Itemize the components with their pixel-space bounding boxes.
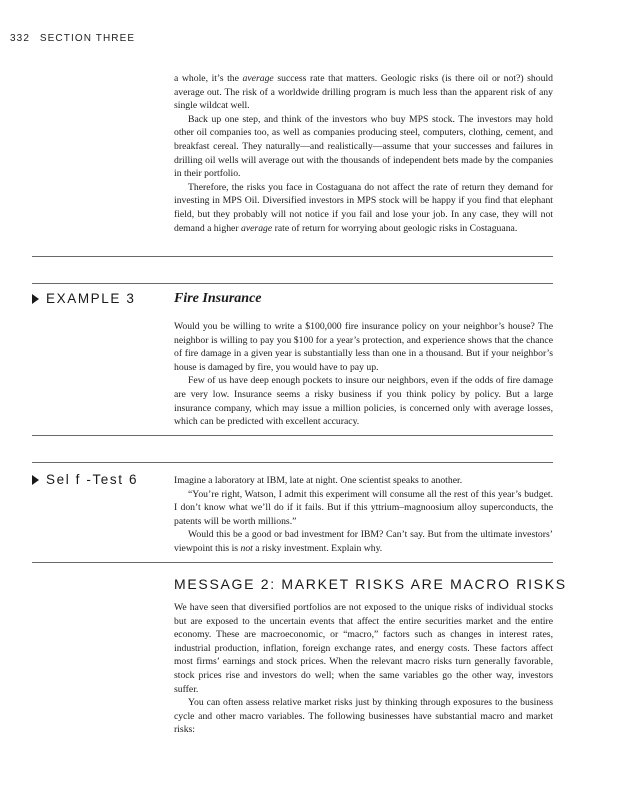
selftest-label-text: Sel f -Test 6	[46, 472, 139, 487]
message-heading: MESSAGE 2: MARKET RISKS ARE MACRO RISKS	[174, 576, 567, 592]
example-label-text: EXAMPLE 3	[46, 291, 136, 306]
selftest-paragraph-3: Would this be a good or bad investment for IBM? Can’t say. But from the ultimate investors’ viewpoint this is not a risky investment. Explain why.	[174, 529, 553, 554]
divider	[32, 256, 553, 257]
example-title: Fire Insurance	[174, 291, 262, 306]
divider	[32, 562, 553, 563]
selftest-paragraph-2: “You’re right, Watson, I admit this experiment will consume all the rest of this year’s budget. I don’t know what we’ll do if it fails. But if this yttrium–magnoosium alloy superconducts, the patents will be worth millions.”	[174, 488, 553, 527]
divider	[32, 435, 553, 436]
selftest-paragraph-1: Imagine a laboratory at IBM, late at night. One scientist speaks to another.	[174, 475, 463, 486]
intro-paragraph-3: Therefore, the risks you face in Costaguana do not affect the rate of return they demand for investing in MPS Oil. Diversified investors in MPS stock will be happy if you find that elephant field, but they probably will not notice if you fail and lose your job. In any case, they will not demand a higher average rate of return for worrying about geologic risks in Costaguana.	[174, 181, 553, 234]
triangle-right-icon	[32, 294, 39, 304]
running-header	[10, 33, 135, 44]
divider	[32, 462, 553, 463]
selftest-text	[174, 474, 553, 556]
example-label	[32, 291, 135, 306]
divider	[32, 283, 553, 284]
example-text	[174, 320, 553, 429]
message-text	[174, 601, 553, 737]
message-paragraph-2: You can often assess relative market risks just by thinking through exposures to the business cycle and other macro variables. The following businesses have substantial macro and market risks:	[174, 697, 553, 736]
section-title: SECTION THREE	[39, 33, 136, 44]
intro-text	[174, 72, 553, 235]
intro-paragraph-1: a whole, it’s the average success rate that matters. Geologic risks (is there oil or not?) should average out. The risk of a worldwide drilling program is much less than the apparent risk of any single wildcat well.	[174, 73, 553, 112]
example-paragraph-1: Would you be willing to write a $100,000 fire insurance policy on your neighbor’s house? The neighbor is willing to pay you $100 for a year’s protection, and experience shows that the chance of fire damage in a given year is substantially less than one in a thousand. But if your neighbor’s house is damaged by fire, you would have to pay up.	[174, 321, 553, 373]
message-paragraph-1: We have seen that diversified portfolios are not exposed to the unique risks of individual stocks but are exposed to the uncertain events that affect the entire securities market and the entire economy. These are macroeconomic, or “macro,” factors such as changes in interest rates, industrial production, inflation, foreign exchange rates, and energy costs. These factors affect most firms’ earnings and stock prices. When the relevant macro risks turn generally favorable, stock prices rise and investors do well; when the same variables go the other way, investors suffer.	[174, 602, 553, 695]
example-paragraph-2: Few of us have deep enough pockets to insure our neighbors, even if the odds of fire damage are very low. Insurance seems a risky business if you think policy by policy. But a large insurance company, which may issue a million policies, is concerned only with average losses, which can be predicted with excellent accuracy.	[174, 375, 553, 428]
page-number: 332	[10, 33, 30, 44]
selftest-label	[32, 472, 138, 487]
intro-paragraph-2: Back up one step, and think of the investors who buy MPS stock. The investors may hold other oil companies too, as well as companies producing steel, computers, clothing, cement, and breakfast cereal. They naturally—and realistically—assume that your successes and failures in drilling oil wells will average out with the thousands of independent bets made by the companies in their portfolio.	[174, 113, 553, 180]
triangle-right-icon	[32, 475, 39, 485]
